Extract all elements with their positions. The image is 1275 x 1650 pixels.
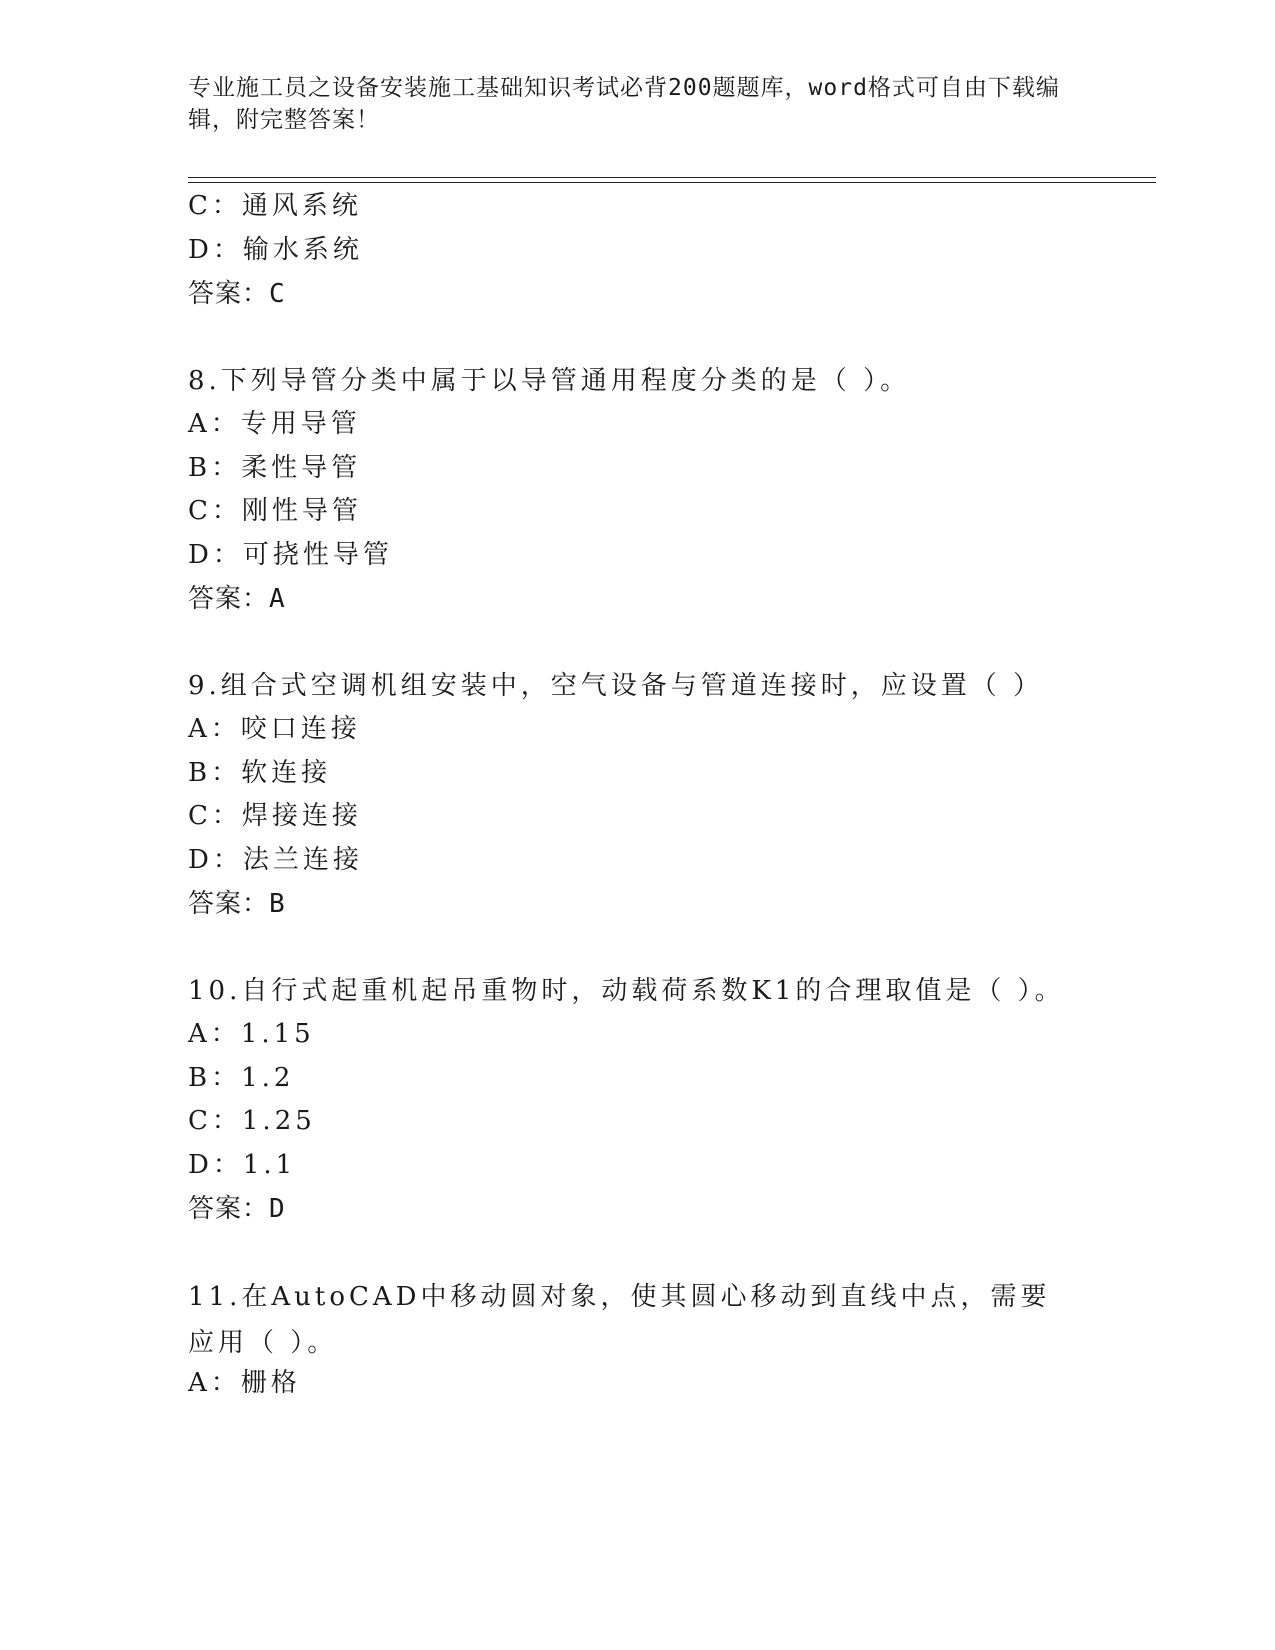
option-a: A：栅格 bbox=[188, 1368, 301, 1398]
question-9: 9.组合式空调机组安装中，空气设备与管道连接时，应设置（ ） bbox=[188, 671, 1044, 701]
option-d: D：可挠性导管 bbox=[188, 540, 393, 570]
option-a: A：专用导管 bbox=[188, 409, 361, 439]
answer: 答案：A bbox=[188, 584, 286, 614]
document-header bbox=[188, 72, 1068, 136]
header-title: 专业施工员之设备安装施工基础知识考试必背200题题库，word格式可自由下载编辑，附完整答案！ bbox=[188, 75, 1060, 133]
option-a: A：1.15 bbox=[188, 1019, 315, 1049]
option-b: B：软连接 bbox=[188, 758, 332, 788]
option-c: C：刚性导管 bbox=[188, 496, 362, 526]
question-8: 8.下列导管分类中属于以导管通用程度分类的是（ ）。 bbox=[188, 366, 911, 396]
option-b: B：1.2 bbox=[188, 1063, 295, 1093]
answer: 答案：C bbox=[188, 279, 286, 309]
header-divider-bottom bbox=[188, 182, 1156, 183]
option-b: B：柔性导管 bbox=[188, 453, 362, 483]
option-c: C：焊接连接 bbox=[188, 801, 362, 831]
option-c: C：1.25 bbox=[188, 1106, 316, 1136]
option-c: C：通风系统 bbox=[188, 191, 362, 221]
header-divider-top bbox=[188, 177, 1156, 178]
option-d: D：1.1 bbox=[188, 1150, 297, 1180]
answer: 答案：D bbox=[188, 1194, 286, 1224]
option-d: D：输水系统 bbox=[188, 235, 363, 265]
question-11: 11.在AutoCAD中移动圆对象，使其圆心移动到直线中点，需要应用（ ）。 bbox=[188, 1282, 1051, 1358]
question-10: 10.自行式起重机起吊重物时，动载荷系数K1的合理取值是（ ）。 bbox=[188, 976, 1065, 1006]
option-a: A：咬口连接 bbox=[188, 714, 361, 744]
option-d: D：法兰连接 bbox=[188, 845, 363, 875]
answer: 答案：B bbox=[188, 889, 286, 919]
